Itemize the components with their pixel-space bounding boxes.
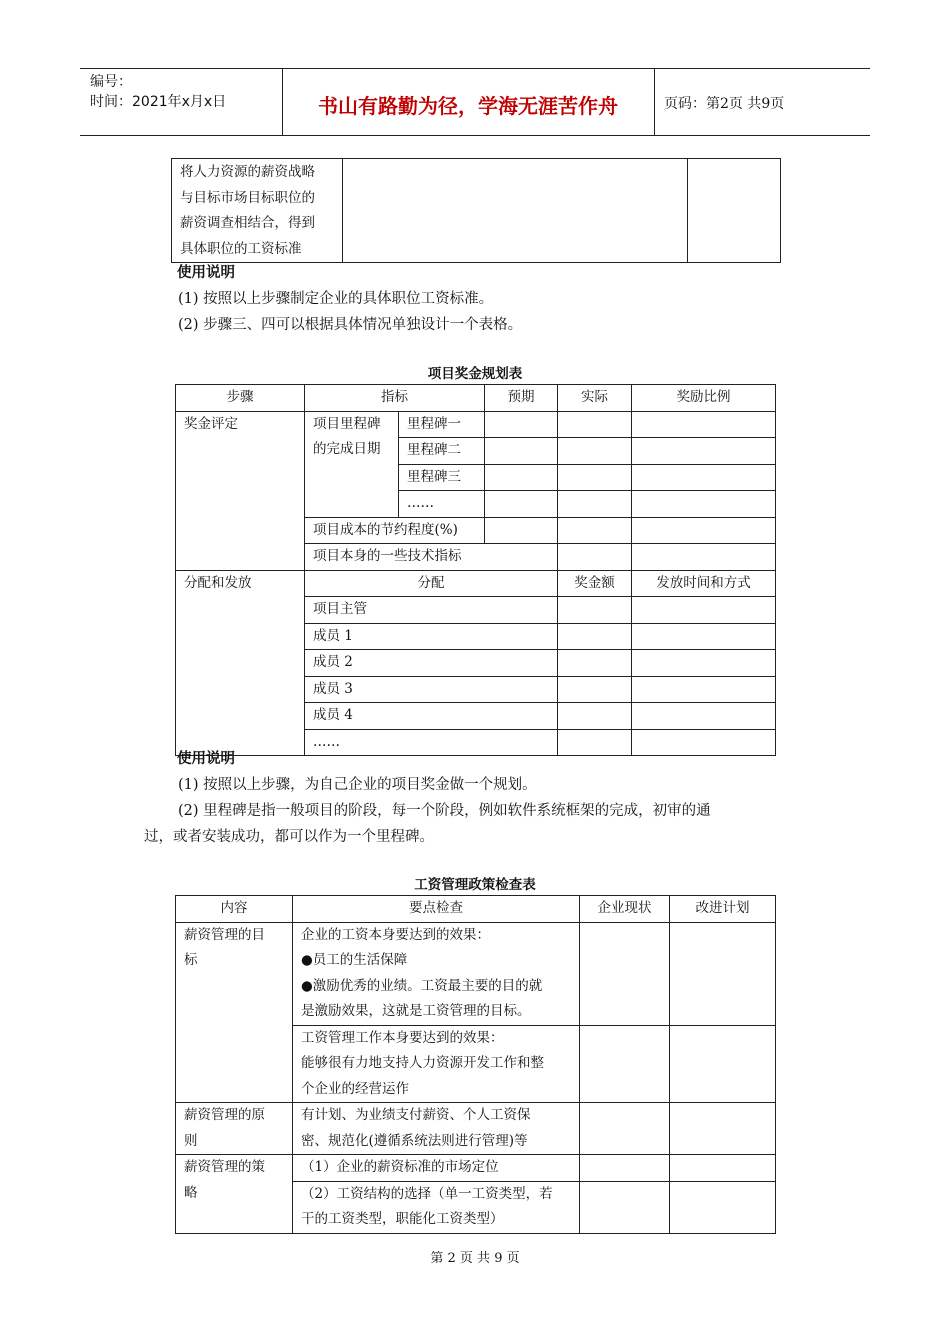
milestone-label: 里程碑一 bbox=[399, 411, 485, 438]
table-cell[interactable] bbox=[632, 411, 776, 438]
table-cell[interactable] bbox=[580, 1103, 670, 1155]
usage-note-1-1: (1) 按照以上步骤制定企业的具体职位工资标准。 bbox=[178, 291, 494, 307]
salary-standard-empty-cell[interactable] bbox=[343, 159, 688, 263]
dist-header-amount: 奖金额 bbox=[558, 570, 632, 597]
table-cell[interactable] bbox=[485, 517, 558, 544]
policy-checkpoint-cell: 有计划、为业绩支付薪资、个人工资保 密、规范化(遵循系统法则进行管理)等 bbox=[293, 1103, 580, 1155]
time-label: 时间：2021年x月x日 bbox=[90, 94, 227, 110]
bonus-table-title: 项目奖金规划表 bbox=[427, 366, 523, 382]
table-cell[interactable] bbox=[670, 922, 776, 1025]
policy-checkpoint-cell: （1）企业的薪资标准的市场定位 bbox=[293, 1155, 580, 1182]
member-label: 成员 1 bbox=[305, 623, 558, 650]
member-label: 项目主管 bbox=[305, 597, 558, 624]
col-header-expected: 预期 bbox=[485, 385, 558, 412]
table-cell[interactable] bbox=[632, 491, 776, 518]
usage-note-2-2: (2) 里程碑是指一般项目的阶段，每一个阶段，例如软件系统框架的完成，初审的通 bbox=[178, 803, 711, 819]
table-cell[interactable] bbox=[558, 411, 632, 438]
table-cell[interactable] bbox=[558, 703, 632, 730]
header-bottom-rule bbox=[80, 135, 870, 136]
header-motto: 书山有路勤为径，学海无涯苦作舟 bbox=[318, 94, 618, 118]
bonus-evaluation-label: 奖金评定 bbox=[176, 411, 305, 570]
salary-standard-table bbox=[171, 158, 781, 263]
table-cell[interactable] bbox=[670, 1103, 776, 1155]
header-divider-right bbox=[654, 68, 655, 136]
table-cell[interactable] bbox=[632, 676, 776, 703]
table-cell[interactable] bbox=[670, 1181, 776, 1233]
header-meta bbox=[90, 72, 226, 112]
dist-header-time-method: 发放时间和方式 bbox=[632, 570, 776, 597]
policy-row-label: 薪资管理的原 则 bbox=[176, 1103, 293, 1155]
table-cell[interactable] bbox=[632, 517, 776, 544]
usage-heading-1: 使用说明 bbox=[177, 264, 235, 281]
table-cell[interactable] bbox=[558, 597, 632, 624]
table-cell[interactable] bbox=[558, 650, 632, 677]
col-header-checkpoints: 要点检查 bbox=[293, 896, 580, 923]
table-cell[interactable] bbox=[485, 411, 558, 438]
member-label: 成员 4 bbox=[305, 703, 558, 730]
table-cell[interactable] bbox=[558, 464, 632, 491]
table-cell[interactable] bbox=[670, 1025, 776, 1103]
header-page-number: 页码：第2页 共9页 bbox=[664, 96, 785, 112]
usage-note-1-2: (2) 步骤三、四可以根据具体情况单独设计一个表格。 bbox=[178, 317, 523, 333]
table-cell[interactable] bbox=[670, 1155, 776, 1182]
table-cell[interactable] bbox=[485, 438, 558, 465]
col-header-step: 步骤 bbox=[176, 385, 305, 412]
salary-standard-step-cell: 将人力资源的薪资战略 与目标市场目标职位的 薪资调查相结合，得到 具体职位的工资标准 bbox=[172, 159, 343, 263]
table-cell[interactable] bbox=[485, 464, 558, 491]
table-cell[interactable] bbox=[485, 491, 558, 518]
col-header-status: 企业现状 bbox=[580, 896, 670, 923]
milestone-group-label: 项目里程碑的完成日期 bbox=[305, 411, 399, 517]
technical-indicators-label: 项目本身的一些技术指标 bbox=[305, 544, 558, 571]
policy-table bbox=[175, 895, 776, 1234]
table-cell[interactable] bbox=[558, 438, 632, 465]
bonus-table bbox=[175, 384, 776, 756]
table-cell[interactable] bbox=[558, 676, 632, 703]
usage-note-2-1: (1) 按照以上步骤，为自己企业的项目奖金做一个规划。 bbox=[178, 777, 537, 793]
col-header-content: 内容 bbox=[176, 896, 293, 923]
col-header-actual: 实际 bbox=[558, 385, 632, 412]
table-cell[interactable] bbox=[632, 729, 776, 756]
milestone-label: 里程碑三 bbox=[399, 464, 485, 491]
policy-table-title: 工资管理政策检查表 bbox=[414, 877, 536, 893]
usage-heading-2: 使用说明 bbox=[177, 750, 235, 767]
table-cell[interactable] bbox=[558, 517, 632, 544]
usage-note-2-2-cont: 过，或者安装成功，都可以作为一个里程碑。 bbox=[144, 829, 434, 845]
table-cell[interactable] bbox=[558, 544, 632, 571]
table-cell[interactable] bbox=[558, 623, 632, 650]
header-top-rule bbox=[80, 68, 870, 69]
dist-header-allocation: 分配 bbox=[305, 570, 558, 597]
code-label: 编号： bbox=[90, 74, 132, 90]
col-header-reward-ratio: 奖励比例 bbox=[632, 385, 776, 412]
milestone-label: 里程碑二 bbox=[399, 438, 485, 465]
table-cell[interactable] bbox=[558, 491, 632, 518]
col-header-indicator: 指标 bbox=[305, 385, 485, 412]
member-label: …… bbox=[305, 729, 558, 756]
policy-checkpoint-cell: 企业的工资本身要达到的效果： ●员工的生活保障 ●激励优秀的业绩。工资最主要的目的就 是激励效果，这就是工资管理的目标。 bbox=[293, 922, 580, 1025]
distribution-label: 分配和发放 bbox=[176, 570, 305, 756]
milestone-label: …… bbox=[399, 491, 485, 518]
page-footer: 第 2 页 共 9 页 bbox=[430, 1251, 520, 1266]
policy-row-label: 薪资管理的策 略 bbox=[176, 1155, 293, 1234]
policy-checkpoint-cell: 工资管理工作本身要达到的效果： 能够很有力地支持人力资源开发工作和整 个企业的经营运作 bbox=[293, 1025, 580, 1103]
table-cell[interactable] bbox=[558, 729, 632, 756]
table-cell[interactable] bbox=[632, 597, 776, 624]
policy-checkpoint-cell: （2）工资结构的选择（单一工资类型，若 干的工资类型，职能化工资类型） bbox=[293, 1181, 580, 1233]
table-cell[interactable] bbox=[632, 544, 776, 571]
table-cell[interactable] bbox=[580, 1155, 670, 1182]
salary-standard-empty-cell[interactable] bbox=[688, 159, 781, 263]
member-label: 成员 2 bbox=[305, 650, 558, 677]
table-cell[interactable] bbox=[580, 1181, 670, 1233]
member-label: 成员 3 bbox=[305, 676, 558, 703]
table-cell[interactable] bbox=[580, 922, 670, 1025]
table-cell[interactable] bbox=[632, 703, 776, 730]
table-cell[interactable] bbox=[632, 623, 776, 650]
table-cell[interactable] bbox=[580, 1025, 670, 1103]
cost-saving-label: 项目成本的节约程度(%) bbox=[305, 517, 485, 544]
col-header-improvement: 改进计划 bbox=[670, 896, 776, 923]
policy-row-label: 薪资管理的目 标 bbox=[176, 922, 293, 1103]
table-cell[interactable] bbox=[632, 464, 776, 491]
table-cell[interactable] bbox=[632, 650, 776, 677]
table-cell[interactable] bbox=[632, 438, 776, 465]
